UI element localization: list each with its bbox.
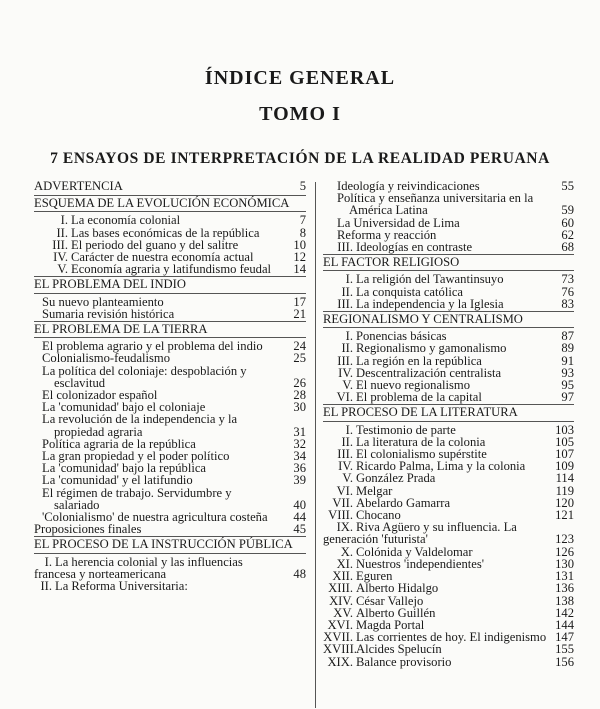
page-number: 121 (555, 508, 574, 523)
toc-entry (323, 521, 574, 545)
section-heading: EL PROBLEMA DE LA TIERRA (34, 321, 306, 338)
entry-title: Las bases económicas de la república (71, 225, 260, 240)
entry-numeral: V. (342, 378, 353, 393)
page-number: 136 (555, 581, 574, 596)
entry-title: Sumaria revisión histórica (42, 306, 175, 321)
page-number: 36 (293, 461, 306, 476)
entry-numeral: III. (337, 447, 353, 462)
entry-numeral: XI. (336, 556, 353, 571)
ideologias-entry (323, 241, 574, 253)
entry-label (34, 556, 306, 580)
toc-entry (34, 263, 306, 275)
page-number: 24 (293, 339, 306, 354)
entry-numeral: VI. (336, 483, 353, 498)
entry-title: ADVERTENCIA (34, 179, 123, 193)
entry-numeral: I. (345, 422, 353, 437)
entry-title: El problema agrario y el problema del indio (42, 339, 263, 354)
entry-label (38, 308, 306, 320)
entry-numeral: II. (341, 341, 353, 356)
entry-title: Nuestros 'independientes' (356, 556, 484, 571)
page-number: 147 (555, 630, 574, 645)
entry-numeral: I. (345, 272, 353, 287)
entry-numeral: VI. (336, 390, 353, 405)
entry-label (34, 263, 306, 275)
page-number: 144 (555, 617, 574, 632)
page-number: 14 (293, 262, 306, 277)
entry-title: Alcides Spelucín (356, 642, 442, 657)
entry-title: Política agraria de la república (42, 436, 196, 451)
page-number: 48 (293, 566, 306, 581)
entry-label (327, 192, 574, 216)
entry-title: La Reforma Universitaria: (55, 579, 188, 594)
entry-title: Las corrientes de hoy. El indigenismo (356, 630, 547, 645)
page-number: 44 (293, 510, 306, 525)
entry-numeral: IV. (338, 459, 353, 474)
page-number: 76 (561, 284, 574, 299)
entry-title: El nuevo regionalismo (356, 378, 471, 393)
page-number: 26 (293, 375, 306, 390)
page-number: 5 (299, 179, 306, 193)
entry-numeral: XVIII. (323, 642, 357, 657)
entry-label (323, 391, 574, 403)
page-number: 17 (293, 294, 306, 309)
entry-title: La religión del Tawantinsuyo (356, 272, 504, 287)
page-number: 73 (561, 272, 574, 287)
entry-title: Riva Agüero y su influencia. La generación 'futurista' (323, 520, 517, 547)
left-column (34, 180, 306, 592)
entry-title: La literatura de la colonia (356, 434, 486, 449)
entry-title: Reforma y reacción (337, 227, 437, 242)
entry-numeral: XVII. (323, 630, 353, 645)
toc-entry-continued (327, 192, 574, 216)
page-number: 55 (561, 179, 574, 193)
entry-numeral: IV. (53, 250, 68, 265)
section-heading: EL PROBLEMA DEL INDIO (34, 276, 306, 293)
page-number: 93 (561, 365, 574, 380)
entry-title: Alberto Guillén (356, 605, 436, 620)
page-number: 155 (555, 642, 574, 657)
page-number: 87 (561, 329, 574, 344)
entry-label (38, 487, 306, 511)
entry-numeral: XIV. (329, 593, 353, 608)
entry-title: La 'comunidad' y el latifundio (42, 473, 193, 488)
entry-title: Ideologías en contraste (356, 240, 473, 255)
entry-numeral: III. (337, 353, 353, 368)
page-number: 142 (555, 605, 574, 620)
entry-label (323, 521, 574, 545)
entry-numeral: V. (57, 262, 68, 277)
toc-entry (34, 556, 306, 580)
page-number: 120 (555, 495, 574, 510)
entry-title: La independencia y la Iglesia (356, 296, 504, 311)
page-number: 59 (561, 203, 574, 218)
entry-title: La Universidad de Lima (337, 215, 460, 230)
entry-numeral: I. (44, 554, 52, 569)
entry-numeral: II. (56, 225, 68, 240)
section-heading: REGIONALISMO Y CENTRALISMO (323, 311, 574, 328)
book-subtitle: 7 ENSAYOS DE INTERPRETACIÓN DE LA REALIDAD PERUANA (50, 150, 550, 167)
entry-numeral: I. (60, 213, 68, 228)
entry-label (34, 523, 306, 535)
section-heading: EL FACTOR RELIGIOSO (323, 254, 574, 271)
entry-numeral: II. (341, 284, 353, 299)
entry-numeral: XV. (333, 605, 353, 620)
entry-label (38, 365, 306, 389)
page-number: 119 (555, 483, 574, 498)
entry-numeral: XIII. (328, 581, 353, 596)
page-number: 105 (555, 434, 574, 449)
entry-numeral: X. (340, 544, 353, 559)
entry-title: El colonialismo supérstite (356, 447, 487, 462)
page-number: 95 (561, 378, 574, 393)
entry-title: El régimen de trabajo. Servidumbre y salariado (42, 485, 232, 512)
page-number: 62 (561, 227, 574, 242)
page-number: 60 (561, 215, 574, 230)
entry-title: La economía colonial (71, 213, 181, 228)
page-number: 21 (293, 306, 306, 321)
toc-entry (38, 365, 306, 389)
entry-title: 'Colonialismo' de nuestra agricultura costeña (42, 510, 268, 525)
entry-numeral: XVI. (327, 617, 353, 632)
entry-title: La herencia colonial y las influencias francesa y norteamericana (34, 554, 243, 581)
page-number: 107 (555, 447, 574, 462)
entry-numeral: VII. (332, 495, 353, 510)
page-number: 97 (561, 390, 574, 405)
entry-numeral: II. (341, 434, 353, 449)
volume-title: TOMO I (259, 103, 341, 125)
toc-entry (38, 308, 306, 320)
entry-title: La revolución de la independencia y la propiedad agraria (42, 412, 238, 439)
proposiciones-entry (34, 523, 306, 535)
toc-entry (323, 656, 574, 668)
page-number: 31 (293, 424, 306, 439)
index-title: ÍNDICE GENERAL (204, 67, 396, 89)
toc-entry (38, 413, 306, 437)
page-number: 45 (293, 522, 306, 537)
entry-numeral: IV. (338, 365, 353, 380)
entry-title: Melgar (356, 483, 393, 498)
entry-title: Regionalismo y gamonalismo (356, 341, 507, 356)
page-number: 114 (555, 471, 574, 486)
entry-title: La gran propiedad y el poder político (42, 449, 230, 464)
toc-entry (34, 580, 306, 592)
entry-numeral: VIII. (328, 508, 353, 523)
advertencia-entry (34, 180, 306, 192)
entry-title: Alberto Hidalgo (356, 581, 439, 596)
entry-title: César Vallejo (356, 593, 424, 608)
entry-title: Balance provisorio (356, 654, 452, 669)
page-number: 8 (299, 225, 306, 240)
entry-title: La región en la república (356, 353, 482, 368)
entry-title: Política y enseñanza universitaria en la América Latina (337, 191, 534, 218)
page-number: 156 (555, 654, 574, 669)
page-number: 10 (293, 237, 306, 252)
right-column (323, 180, 574, 668)
entry-title: El colonizador español (42, 388, 158, 403)
entry-title: González Prada (356, 471, 436, 486)
page-number: 68 (561, 240, 574, 255)
page-number: 40 (293, 497, 306, 512)
page-number: 109 (555, 459, 574, 474)
entry-title: Chocano (356, 508, 401, 523)
entry-title: Carácter de nuestra economía actual (71, 250, 254, 265)
section-heading: EL PROCESO DE LA LITERATURA (323, 404, 574, 421)
entry-label (34, 180, 306, 192)
entry-numeral: III. (52, 237, 68, 252)
entry-title: Descentralización centralista (356, 365, 502, 380)
entry-label (38, 413, 306, 437)
page-number: 126 (555, 544, 574, 559)
entry-numeral: XII. (332, 569, 353, 584)
entry-title: La 'comunidad' bajo la república (42, 461, 206, 476)
toc-entry (38, 487, 306, 511)
page-number: 89 (561, 341, 574, 356)
page-number: 123 (555, 532, 574, 547)
entry-title: Testimonio de parte (356, 422, 456, 437)
entry-title: El periodo del guano y del salitre (71, 237, 239, 252)
entry-title: Abelardo Gamarra (356, 495, 451, 510)
entry-title: El problema de la capital (356, 390, 482, 405)
entry-title: La 'comunidad' bajo el coloniaje (42, 400, 206, 415)
toc-entry (323, 298, 574, 310)
page-number: 39 (293, 473, 306, 488)
page-number: 34 (293, 449, 306, 464)
entry-title: Economía agraria y latifundismo feudal (71, 262, 272, 277)
entry-title: Ponencias básicas (356, 329, 447, 344)
entry-numeral: XIX. (327, 654, 353, 669)
entry-title: Ideología y reivindicaciones (337, 179, 480, 193)
page-number: 28 (293, 388, 306, 403)
page-number: 103 (555, 422, 574, 437)
page-number: 138 (555, 593, 574, 608)
column-divider (315, 182, 316, 708)
page-number: 12 (293, 250, 306, 265)
entry-label (323, 298, 574, 310)
entry-numeral: II. (40, 579, 52, 594)
page-number: 30 (293, 400, 306, 415)
page-number: 32 (293, 436, 306, 451)
entry-title: Ricardo Palma, Lima y la colonia (356, 459, 526, 474)
entry-label (323, 241, 574, 253)
entry-title: Eguren (356, 569, 393, 584)
entry-title: Magda Portal (356, 617, 425, 632)
entry-numeral: IX. (336, 520, 353, 535)
entry-numeral: III. (337, 240, 353, 255)
entry-title: Proposiciones finales (34, 522, 142, 537)
entry-title: Colónida y Valdelomar (356, 544, 473, 559)
page-number: 130 (555, 556, 574, 571)
entry-title: Colonialismo-feudalismo (42, 351, 171, 366)
entry-label (34, 580, 306, 592)
entry-numeral: III. (337, 296, 353, 311)
page-number: 25 (293, 351, 306, 366)
entry-numeral: V. (342, 471, 353, 486)
page-number: 83 (561, 296, 574, 311)
entry-numeral: I. (345, 329, 353, 344)
entry-title: La política del coloniaje: despoblación y esclavitud (42, 363, 247, 390)
section-heading: EL PROCESO DE LA INSTRUCCIÓN PÚBLICA (34, 536, 306, 553)
entry-title: Su nuevo planteamiento (42, 294, 164, 309)
entry-title: La conquista católica (356, 284, 463, 299)
page-number: 91 (561, 353, 574, 368)
page-number: 7 (299, 213, 306, 228)
section-heading: ESQUEMA DE LA EVOLUCIÓN ECONÓMICA (34, 195, 306, 212)
entry-label (323, 656, 574, 668)
page-number: 131 (555, 569, 574, 584)
toc-entry (323, 391, 574, 403)
